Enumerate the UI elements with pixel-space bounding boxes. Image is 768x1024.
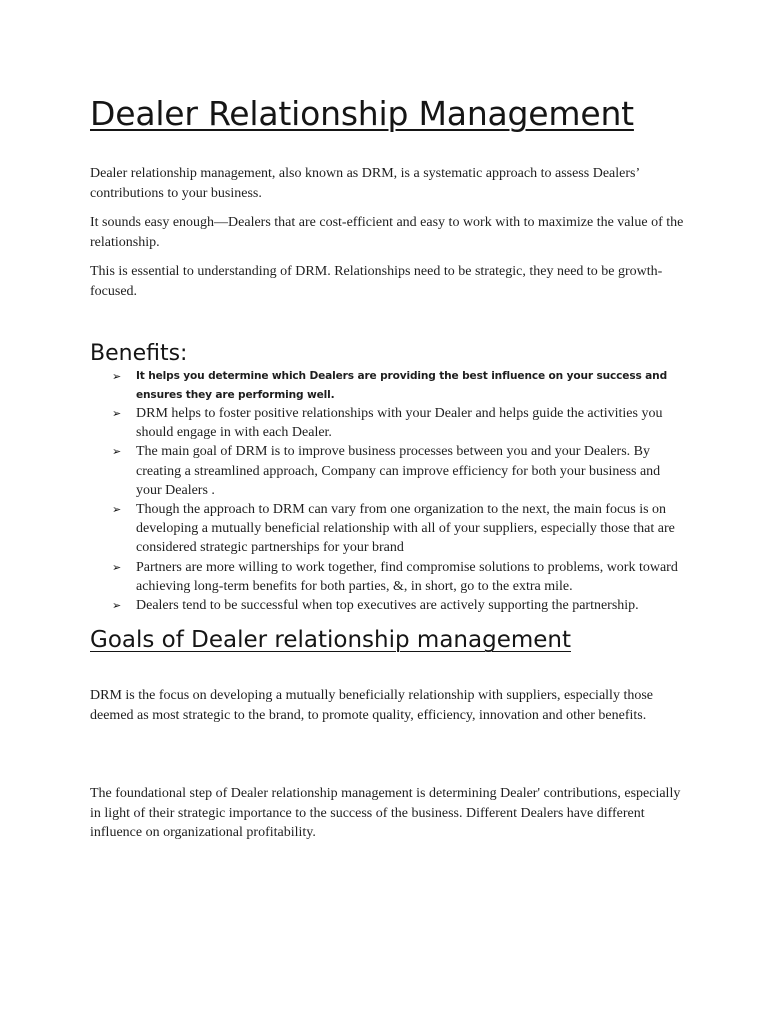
benefits-list: [112, 367, 687, 615]
benefit-text: Partners are more willing to work together, find compromise solutions to problems, work toward achieving long-term benefits for both parties, &, in short, go to the extra mile.: [136, 559, 678, 594]
document-title: Dealer Relationship Management: [90, 94, 634, 133]
intro-paragraph-1: Dealer relationship management, also known as DRM, is a systematic approach to assess Dealers’ contributions to your business.: [90, 166, 640, 201]
goals-paragraph-2: The foundational step of Dealer relationship management is determining Dealer' contributions, especially in light of their strategic importance to the success of the business. Different Dealers have different influence on organizational profitability.: [90, 786, 681, 840]
list-item: [112, 367, 687, 404]
benefits-heading: Benefits:: [90, 341, 188, 366]
benefit-text: The main goal of DRM is to improve business processes between you and your Dealers. By creating a streamlined approach, Company can improve efficiency for both your business and your Dealers .: [136, 444, 661, 498]
intro-paragraph-3: This is essential to understanding of DRM. Relationships need to be strategic, they need to be growth-focused.: [90, 264, 663, 299]
benefit-text: Dealers tend to be successful when top executives are actively supporting the partnership.: [136, 598, 639, 614]
arrow-bullet-icon: ➢: [112, 445, 122, 459]
benefit-text: Though the approach to DRM can vary from one organization to the next, the main focus is on developing a mutually beneficial relationship with all of your suppliers, especially those that are considered strategic partnerships for your brand: [136, 502, 675, 556]
list-item: [112, 500, 687, 558]
intro-paragraph-2: It sounds easy enough—Dealers that are cost-efficient and easy to work with to maximize the value of the relationship.: [90, 215, 684, 250]
list-item: [112, 596, 687, 615]
arrow-bullet-icon: ➢: [112, 503, 122, 517]
list-item: [112, 404, 687, 442]
goals-heading: Goals of Dealer relationship management: [90, 627, 571, 653]
list-item: [112, 442, 687, 500]
goals-paragraph-1: DRM is the focus on developing a mutually beneficially relationship with suppliers, especially those deemed as most strategic to the brand, to promote quality, efficiency, innovation and other benefits.: [90, 688, 653, 723]
arrow-bullet-icon: ➢: [112, 407, 122, 420]
benefit-text: DRM helps to foster positive relationships with your Dealer and helps guide the activities you should engage in with each Dealer.: [136, 406, 663, 441]
list-item: [112, 558, 687, 596]
arrow-bullet-icon: ➢: [112, 370, 122, 383]
arrow-bullet-icon: ➢: [112, 560, 122, 574]
arrow-bullet-icon: ➢: [112, 599, 122, 613]
benefit-text: It helps you determine which Dealers are providing the best influence on your success and ensures they are performing well.: [136, 370, 667, 401]
